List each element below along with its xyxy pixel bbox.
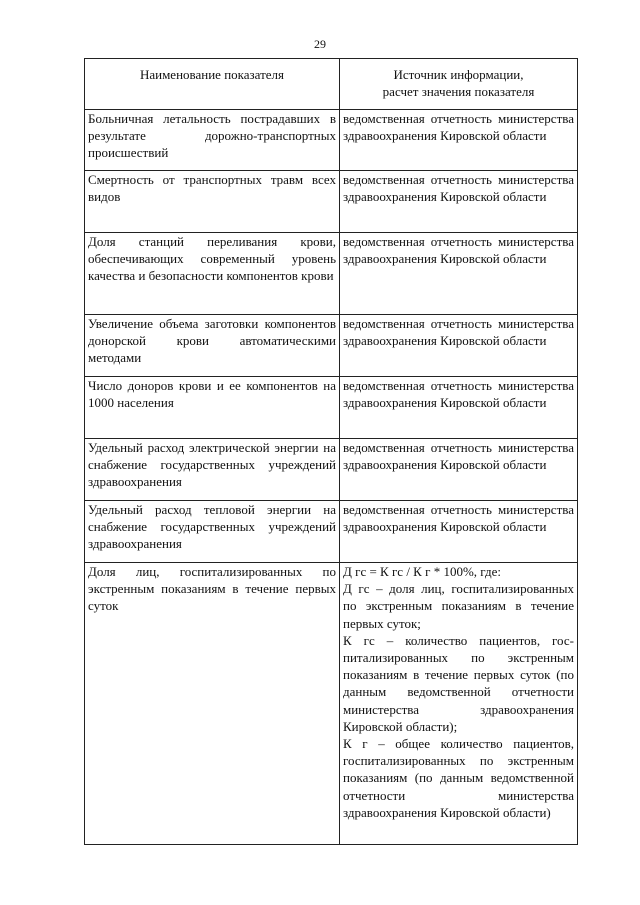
- formula-cell: [340, 563, 578, 845]
- indicator-cell: Доля станций переливания крови, обеспечивающих современный уровень качества и безопасности компонентов крови: [85, 233, 340, 315]
- source-cell: ведомственная отчетность министерства здравоохранения Кировской области: [340, 439, 578, 501]
- source-cell: ведомственная отчетность министерства здравоохранения Кировской области: [340, 501, 578, 563]
- header-indicator-name: Наименование показателя: [85, 59, 340, 110]
- header-source: [340, 59, 578, 110]
- indicator-cell: Удельный расход тепловой энергии на снабжение государственных учреждений здравоохранения: [85, 501, 340, 563]
- indicator-cell: Доля лиц, госпитализированных по экстренным показаниям в течение первых суток: [85, 563, 340, 845]
- page-number: 29: [314, 37, 326, 51]
- table-row: [85, 501, 578, 563]
- table-row: [85, 563, 578, 845]
- source-cell: ведомственная отчетность министерства здравоохранения Кировской области: [340, 110, 578, 171]
- indicators-table: [84, 58, 578, 845]
- indicator-cell: Смертность от транспортных травм всех видов: [85, 171, 340, 233]
- table-row: [85, 110, 578, 171]
- formula-line: Д гс = К гс / К г * 100%, где:: [343, 564, 501, 579]
- header-source-line2: расчет значения показателя: [382, 84, 535, 100]
- formula-definition-kg: К г – общее количество пациентов, госпитализированных по экстренным показаниям (по данным ведомственной отчетности министерства здравоохранения Кировской области): [343, 736, 574, 820]
- source-cell: ведомственная отчетность министерства здравоохранения Кировской области: [340, 377, 578, 439]
- table-row: [85, 315, 578, 377]
- table-row: [85, 377, 578, 439]
- source-cell: ведомственная отчетность министерства здравоохранения Кировской области: [340, 171, 578, 233]
- table-row: [85, 439, 578, 501]
- indicator-cell: Число доноров крови и ее компонентов на 1000 населения: [85, 377, 340, 439]
- source-cell: ведомственная отчетность министерства здравоохранения Кировской области: [340, 233, 578, 315]
- indicator-cell: Увеличение объема заготовки компонентов донорской крови автоматическими методами: [85, 315, 340, 377]
- table-row: [85, 233, 578, 315]
- formula-definition-dgs: Д гс – доля лиц, госпитализированных по экстренным показаниям в течение первых суток;: [343, 581, 574, 631]
- indicator-cell: Удельный расход электрической энергии на снабжение государственных учреждений здравоохранения: [85, 439, 340, 501]
- formula-definition-kgs: К гс – количество пациентов, госпитализированных по экстренным показаниям в течение первых суток (по данным ведомственной отчетности министерства здравоохранения Кировской области);: [343, 632, 574, 734]
- table-row: [85, 171, 578, 233]
- header-source-line1: Источник информации,: [393, 67, 524, 82]
- table-header-row: [85, 59, 578, 110]
- source-cell: ведомственная отчетность министерства здравоохранения Кировской области: [340, 315, 578, 377]
- indicator-cell: Больничная летальность пострадавших в результате дорожно-транспортных происшествий: [85, 110, 340, 171]
